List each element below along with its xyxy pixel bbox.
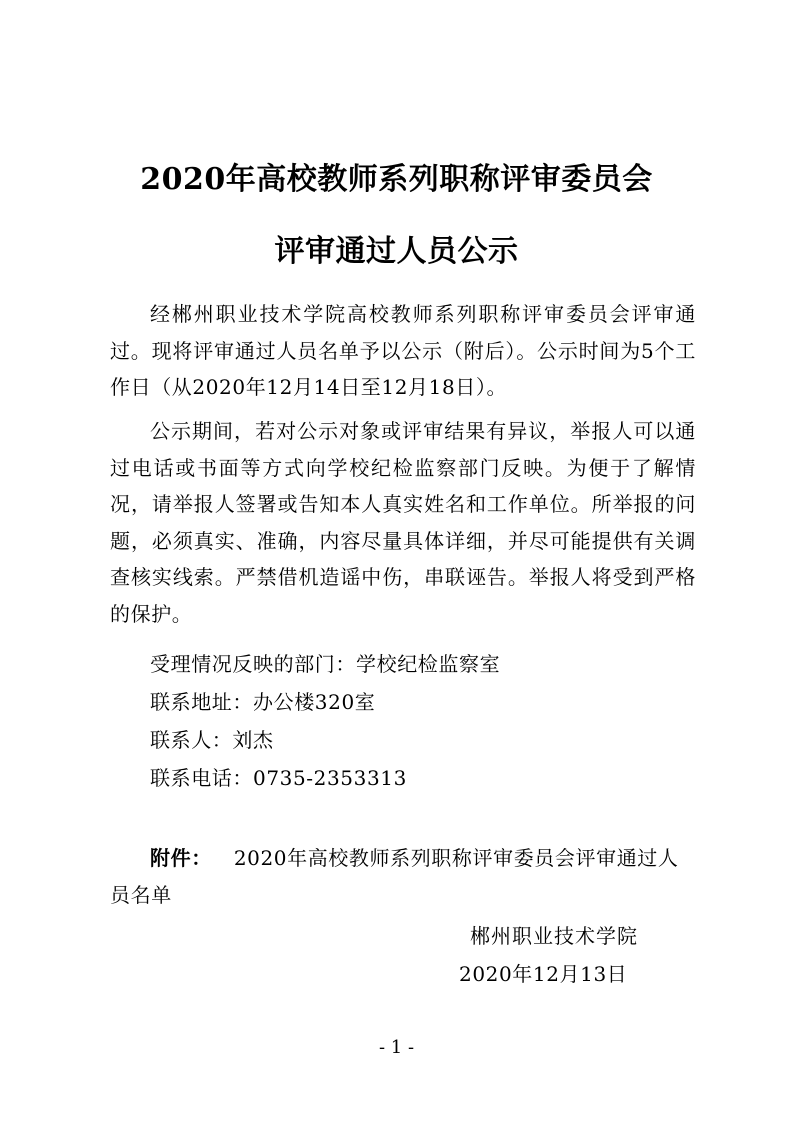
contact-department: 受理情况反映的部门：学校纪检监察室: [150, 652, 501, 676]
document-title-line-1: 2020年高校教师系列职称评审委员会: [140, 162, 653, 197]
page-number: - 1 -: [378, 1037, 415, 1058]
signature-organization: 郴州职业技术学院: [470, 924, 638, 948]
document-title-line-2: 评审通过人员公示: [274, 234, 519, 269]
signature-date: 2020年12月13日: [459, 962, 628, 986]
attachment-label: 附件：: [150, 846, 212, 870]
paragraph-objection-procedure: 公示期间，若对公示对象或评审结果有异议，举报人可以通过电话或书面等方式向学校纪检监察部门反映。为便于了解情况，请举报人签署或告知本人真实姓名和工作单位。所举报的问题，必须真实、准确，内容尽量具体详细，并尽可能提供有关调查核实线索。严禁借机造谣中伤，串联诬告。举报人将受到严格的保护。: [110, 419, 696, 626]
contact-phone: 联系电话：0735-2353313: [150, 766, 407, 790]
contact-person: 联系人：刘杰: [150, 728, 274, 752]
attachment-text: 2020年高校教师系列职称评审委员会评审通过人员名单: [110, 846, 679, 907]
contact-address: 联系地址：办公楼320室: [150, 690, 376, 714]
attachment-note: [110, 840, 696, 913]
paragraph-announcement: 经郴州职业技术学院高校教师系列职称评审委员会评审通过。现将评审通过人员名单予以公示（附后）。公示时间为5个工作日（从2020年12月14日至12月18日）。: [110, 302, 696, 399]
